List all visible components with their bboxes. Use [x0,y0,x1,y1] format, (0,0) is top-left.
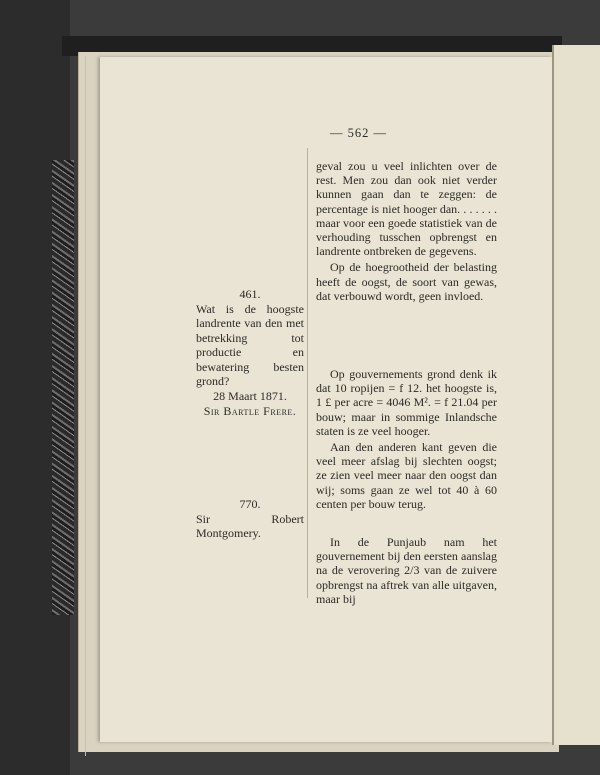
answer-2-block [316,367,497,513]
answer-paragraph: Op gouvernements grond denk ik dat 10 ropijen = f 12. het hoogste is, 1 £ per acre = 4046 M². = f 21.04 per bouw; maar in sommige Inlandsche staten is ze veel hooger. [316,367,497,438]
date-line: 28 Maart 1871. [213,389,287,403]
question-number: 461. [239,287,261,301]
page-number: — 562 — [330,126,387,140]
respondent-block [196,389,304,418]
question-text: Wat is de hoogste landrente van den met betrekking tot productie en bewatering besten grond? [196,301,304,388]
respondent-surname: Bartle Frere. [223,403,297,418]
answer-1-block [316,159,497,305]
marbled-book-edge [52,160,74,615]
respondent-name [196,404,304,419]
answer-paragraph: Aan den anderen kant geven die veel meer afslag bij slechten oogst; ze zien veel meer naar den oogst dan wij; soms gaan ze wel tot 40 à 60 centen per bouw terug. [316,440,497,511]
question-770-block [196,497,304,541]
answer-paragraph: In de Punjaub nam het gouvernement bij den eersten aanslag na de verovering 2/3 van de zuivere opbrengst na aftrek van alle uitgaven, maar bij [316,535,497,606]
question-text: Sir Robert Montgomery. [196,511,304,540]
facing-page-edge [552,45,600,745]
respondent-prefix: Sir [203,403,220,418]
question-number: 770. [239,497,261,511]
answer-3-block [316,535,497,608]
answer-paragraph: Op de hoegrootheid der belasting heeft de oogst, de soort van gewas, dat verbouwd wordt, geen invloed. [316,260,497,303]
column-divider [307,148,308,598]
question-461-block [196,287,304,389]
answer-paragraph: geval zou u veel inlichten over de rest. Men zou dan ook niet verder kunnen gaan dan te zeggen: de percentage is niet hooger dan. . . . . . . maar voor een goede statistiek van de verhouding tusschen opbrengst en landrente ontbreken de gegevens. [316,159,497,259]
